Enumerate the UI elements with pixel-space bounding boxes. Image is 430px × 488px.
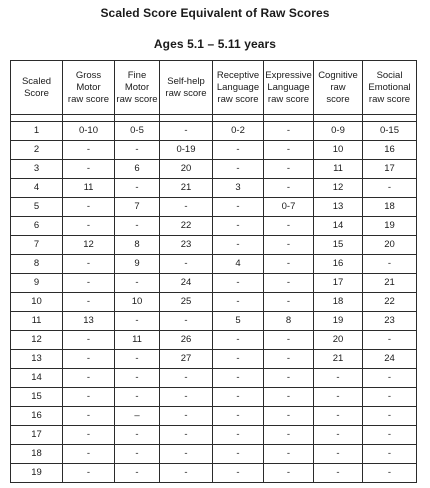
cell-social-emotional: 22 bbox=[363, 293, 417, 312]
cell-cognitive: 20 bbox=[314, 331, 363, 350]
column-header-cognitive bbox=[314, 61, 363, 115]
cell-gross-motor: - bbox=[63, 369, 115, 388]
cell-expressive-language: - bbox=[264, 122, 314, 141]
cell-receptive-language: 5 bbox=[213, 312, 264, 331]
column-header-line: Motor bbox=[124, 81, 150, 93]
column-header-receptive-language bbox=[213, 61, 264, 115]
cell-scaled-score: 1 bbox=[11, 122, 63, 141]
table-row bbox=[11, 388, 417, 407]
cell-scaled-score: 13 bbox=[11, 350, 63, 369]
table-row bbox=[11, 274, 417, 293]
cell-receptive-language: - bbox=[213, 331, 264, 350]
cell-social-emotional: 21 bbox=[363, 274, 417, 293]
cell-receptive-language: - bbox=[213, 198, 264, 217]
cell-expressive-language: 8 bbox=[264, 312, 314, 331]
cell-fine-motor: 0-5 bbox=[115, 122, 160, 141]
cell-cognitive: 16 bbox=[314, 255, 363, 274]
column-header-line: Score bbox=[24, 87, 49, 99]
cell-fine-motor: 9 bbox=[115, 255, 160, 274]
cell-social-emotional: - bbox=[363, 426, 417, 445]
column-header-line: Receptive bbox=[216, 69, 260, 81]
table-row bbox=[11, 217, 417, 236]
cell-social-emotional: - bbox=[363, 445, 417, 464]
cell-receptive-language: - bbox=[213, 236, 264, 255]
table-row bbox=[11, 445, 417, 464]
column-header-line: raw score bbox=[67, 93, 110, 105]
cell-receptive-language: - bbox=[213, 388, 264, 407]
cell-expressive-language: - bbox=[264, 141, 314, 160]
column-header-line: Fine bbox=[127, 69, 147, 81]
cell-social-emotional: 18 bbox=[363, 198, 417, 217]
column-header-line: raw score bbox=[368, 93, 411, 105]
cell-receptive-language: - bbox=[213, 274, 264, 293]
cell-self-help: - bbox=[160, 426, 213, 445]
column-header-line: Social bbox=[376, 69, 403, 81]
cell-expressive-language: - bbox=[264, 350, 314, 369]
table-row bbox=[11, 198, 417, 217]
cell-self-help: 21 bbox=[160, 179, 213, 198]
cell-scaled-score: 5 bbox=[11, 198, 63, 217]
column-header-expressive-language bbox=[264, 61, 314, 115]
cell-cognitive: - bbox=[314, 407, 363, 426]
table-row bbox=[11, 464, 417, 483]
cell-fine-motor: - bbox=[115, 141, 160, 160]
cell-receptive-language: 3 bbox=[213, 179, 264, 198]
cell-social-emotional: - bbox=[363, 369, 417, 388]
cell-social-emotional: 0-15 bbox=[363, 122, 417, 141]
cell-scaled-score: 4 bbox=[11, 179, 63, 198]
cell-gross-motor: - bbox=[63, 445, 115, 464]
cell-receptive-language: - bbox=[213, 445, 264, 464]
cell-expressive-language: - bbox=[264, 274, 314, 293]
cell-receptive-language: - bbox=[213, 350, 264, 369]
cell-self-help: 20 bbox=[160, 160, 213, 179]
cell-social-emotional: - bbox=[363, 179, 417, 198]
cell-self-help: 22 bbox=[160, 217, 213, 236]
cell-receptive-language: - bbox=[213, 369, 264, 388]
cell-scaled-score: 14 bbox=[11, 369, 63, 388]
cell-self-help: - bbox=[160, 445, 213, 464]
cell-cognitive: 18 bbox=[314, 293, 363, 312]
column-header-line: Language bbox=[216, 81, 260, 93]
cell-cognitive: - bbox=[314, 388, 363, 407]
cell-self-help: 26 bbox=[160, 331, 213, 350]
table-row bbox=[11, 331, 417, 350]
table-row bbox=[11, 160, 417, 179]
cell-scaled-score: 18 bbox=[11, 445, 63, 464]
column-header-self-help bbox=[160, 61, 213, 115]
cell-fine-motor: 10 bbox=[115, 293, 160, 312]
cell-receptive-language: - bbox=[213, 141, 264, 160]
cell-receptive-language: 0-2 bbox=[213, 122, 264, 141]
column-header-fine-motor bbox=[115, 61, 160, 115]
cell-self-help: - bbox=[160, 122, 213, 141]
cell-scaled-score: 8 bbox=[11, 255, 63, 274]
table-body bbox=[11, 115, 417, 483]
cell-expressive-language: - bbox=[264, 293, 314, 312]
table-header-row bbox=[11, 61, 417, 115]
cell-fine-motor: - bbox=[115, 312, 160, 331]
cell-expressive-language: - bbox=[264, 445, 314, 464]
cell-cognitive: 21 bbox=[314, 350, 363, 369]
cell-expressive-language: - bbox=[264, 160, 314, 179]
column-header-line: Language bbox=[267, 81, 310, 93]
cell-gross-motor: - bbox=[63, 217, 115, 236]
cell-expressive-language: - bbox=[264, 407, 314, 426]
cell-cognitive: 12 bbox=[314, 179, 363, 198]
column-header-line: Motor bbox=[76, 81, 101, 93]
cell-gross-motor: - bbox=[63, 407, 115, 426]
table-row bbox=[11, 293, 417, 312]
cell-fine-motor: - bbox=[115, 464, 160, 483]
cell-social-emotional: 17 bbox=[363, 160, 417, 179]
cell-social-emotional: - bbox=[363, 464, 417, 483]
cell-cognitive: - bbox=[314, 464, 363, 483]
column-header-line: Expressive bbox=[265, 69, 312, 81]
cell-cognitive: 13 bbox=[314, 198, 363, 217]
column-header-line: raw score bbox=[165, 87, 207, 99]
cell-cognitive: - bbox=[314, 445, 363, 464]
cell-expressive-language: - bbox=[264, 179, 314, 198]
cell-cognitive: 11 bbox=[314, 160, 363, 179]
cell-receptive-language: - bbox=[213, 293, 264, 312]
table-row bbox=[11, 179, 417, 198]
column-header-line: Self-help bbox=[167, 75, 205, 87]
cell-receptive-language: - bbox=[213, 407, 264, 426]
column-header-line: score bbox=[326, 93, 350, 105]
column-header-line: raw bbox=[330, 81, 346, 93]
table-row bbox=[11, 255, 417, 274]
column-header-scaled-score bbox=[11, 61, 63, 115]
cell-expressive-language: 0-7 bbox=[264, 198, 314, 217]
cell-fine-motor: 8 bbox=[115, 236, 160, 255]
cell-scaled-score: 9 bbox=[11, 274, 63, 293]
column-header-line: Gross bbox=[75, 69, 102, 81]
cell-receptive-language: - bbox=[213, 464, 264, 483]
cell-expressive-language: - bbox=[264, 369, 314, 388]
table-row bbox=[11, 426, 417, 445]
cell-gross-motor: - bbox=[63, 426, 115, 445]
cell-gross-motor: 0-10 bbox=[63, 122, 115, 141]
cell-expressive-language: - bbox=[264, 255, 314, 274]
cell-gross-motor: 11 bbox=[63, 179, 115, 198]
cell-cognitive: 19 bbox=[314, 312, 363, 331]
table-row bbox=[11, 369, 417, 388]
cell-scaled-score: 7 bbox=[11, 236, 63, 255]
cell-fine-motor: - bbox=[115, 179, 160, 198]
cell-social-emotional: - bbox=[363, 407, 417, 426]
header-spacer-row bbox=[11, 115, 417, 122]
cell-fine-motor: - bbox=[115, 426, 160, 445]
page-title: Scaled Score Equivalent of Raw Scores bbox=[100, 6, 330, 20]
cell-social-emotional: 16 bbox=[363, 141, 417, 160]
cell-expressive-language: - bbox=[264, 331, 314, 350]
cell-scaled-score: 17 bbox=[11, 426, 63, 445]
cell-gross-motor: - bbox=[63, 350, 115, 369]
cell-scaled-score: 10 bbox=[11, 293, 63, 312]
cell-self-help: 25 bbox=[160, 293, 213, 312]
cell-gross-motor: - bbox=[63, 464, 115, 483]
cell-cognitive: - bbox=[314, 369, 363, 388]
table-row bbox=[11, 407, 417, 426]
cell-expressive-language: - bbox=[264, 464, 314, 483]
cell-social-emotional: - bbox=[363, 255, 417, 274]
cell-fine-motor: - bbox=[115, 388, 160, 407]
cell-expressive-language: - bbox=[264, 426, 314, 445]
cell-fine-motor: 11 bbox=[115, 331, 160, 350]
cell-self-help: - bbox=[160, 312, 213, 331]
cell-fine-motor: - bbox=[115, 274, 160, 293]
page-subtitle: Ages 5.1 – 5.11 years bbox=[153, 37, 277, 51]
cell-cognitive: 0-9 bbox=[314, 122, 363, 141]
column-header-gross-motor bbox=[63, 61, 115, 115]
table-row bbox=[11, 236, 417, 255]
table-row bbox=[11, 141, 417, 160]
cell-self-help: - bbox=[160, 407, 213, 426]
column-header-line: Emotional bbox=[368, 81, 411, 93]
cell-gross-motor: - bbox=[63, 141, 115, 160]
cell-gross-motor: - bbox=[63, 293, 115, 312]
cell-self-help: - bbox=[160, 464, 213, 483]
cell-fine-motor: - bbox=[115, 369, 160, 388]
cell-fine-motor: 6 bbox=[115, 160, 160, 179]
column-header-line: raw score bbox=[217, 93, 259, 105]
table-row bbox=[11, 312, 417, 331]
cell-receptive-language: - bbox=[213, 160, 264, 179]
cell-gross-motor: - bbox=[63, 198, 115, 217]
cell-cognitive: 10 bbox=[314, 141, 363, 160]
cell-fine-motor: – bbox=[115, 407, 160, 426]
cell-expressive-language: - bbox=[264, 217, 314, 236]
table-row bbox=[11, 350, 417, 369]
cell-gross-motor: - bbox=[63, 331, 115, 350]
cell-self-help: 0-19 bbox=[160, 141, 213, 160]
cell-scaled-score: 2 bbox=[11, 141, 63, 160]
cell-expressive-language: - bbox=[264, 388, 314, 407]
cell-gross-motor: - bbox=[63, 160, 115, 179]
cell-fine-motor: - bbox=[115, 217, 160, 236]
cell-receptive-language: - bbox=[213, 426, 264, 445]
cell-gross-motor: 12 bbox=[63, 236, 115, 255]
cell-self-help: - bbox=[160, 198, 213, 217]
cell-self-help: - bbox=[160, 388, 213, 407]
cell-receptive-language: - bbox=[213, 217, 264, 236]
cell-scaled-score: 3 bbox=[11, 160, 63, 179]
column-header-social-emotional bbox=[363, 61, 417, 115]
cell-self-help: 23 bbox=[160, 236, 213, 255]
cell-cognitive: - bbox=[314, 426, 363, 445]
cell-scaled-score: 11 bbox=[11, 312, 63, 331]
cell-cognitive: 14 bbox=[314, 217, 363, 236]
cell-cognitive: 15 bbox=[314, 236, 363, 255]
cell-cognitive: 17 bbox=[314, 274, 363, 293]
cell-scaled-score: 12 bbox=[11, 331, 63, 350]
cell-social-emotional: 23 bbox=[363, 312, 417, 331]
cell-gross-motor: - bbox=[63, 274, 115, 293]
table-row bbox=[11, 122, 417, 141]
cell-self-help: 27 bbox=[160, 350, 213, 369]
cell-fine-motor: 7 bbox=[115, 198, 160, 217]
cell-scaled-score: 16 bbox=[11, 407, 63, 426]
cell-social-emotional: 20 bbox=[363, 236, 417, 255]
cell-gross-motor: - bbox=[63, 388, 115, 407]
cell-fine-motor: - bbox=[115, 350, 160, 369]
cell-self-help: 24 bbox=[160, 274, 213, 293]
cell-social-emotional: 19 bbox=[363, 217, 417, 236]
column-header-line: Scaled bbox=[21, 75, 52, 87]
cell-social-emotional: - bbox=[363, 388, 417, 407]
cell-fine-motor: - bbox=[115, 445, 160, 464]
cell-gross-motor: 13 bbox=[63, 312, 115, 331]
cell-expressive-language: - bbox=[264, 236, 314, 255]
cell-self-help: - bbox=[160, 255, 213, 274]
cell-scaled-score: 19 bbox=[11, 464, 63, 483]
cell-scaled-score: 15 bbox=[11, 388, 63, 407]
scaled-score-table bbox=[10, 60, 417, 483]
cell-scaled-score: 6 bbox=[11, 217, 63, 236]
cell-social-emotional: - bbox=[363, 331, 417, 350]
column-header-line: raw score bbox=[116, 93, 158, 105]
cell-gross-motor: - bbox=[63, 255, 115, 274]
cell-self-help: - bbox=[160, 369, 213, 388]
column-header-line: Cognitive bbox=[318, 69, 358, 81]
cell-receptive-language: 4 bbox=[213, 255, 264, 274]
column-header-line: raw score bbox=[267, 93, 310, 105]
cell-social-emotional: 24 bbox=[363, 350, 417, 369]
